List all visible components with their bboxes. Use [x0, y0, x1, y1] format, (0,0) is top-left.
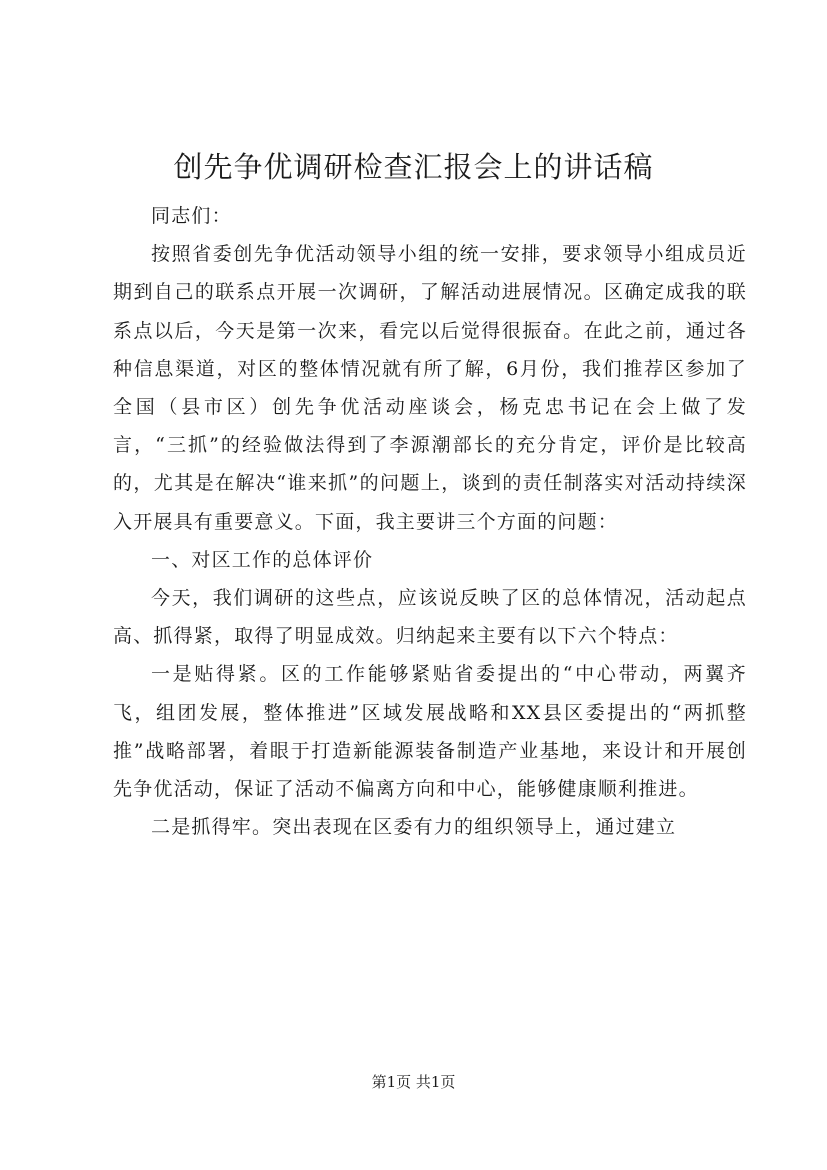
body-paragraph: 按照省委创先争优活动领导小组的统一安排，要求领导小组成员近期到自己的联系点开展一次调研，了解活动进展情况。区确定成我的联系点以后，今天是第一次来，看完以后觉得很振奋。在此之前，通过各种信息渠道，对区的整体情况就有所了解，6月份，我们推荐区参加了全国（县市区）创先争优活动座谈会，杨克忠书记在会上做了发言，“三抓”的经验做法得到了李源潮部长的充分肯定，评价是比较高的，尤其是在解决“谁来抓”的问题上，谈到的责任制落实对活动持续深入开展具有重要意义。下面，我主要讲三个方面的问题： [113, 243, 747, 533]
section-heading: 一、对区工作的总体评价 [151, 548, 374, 571]
salutation-paragraph: 同志们： [151, 205, 232, 227]
body-paragraph: 一是贴得紧。区的工作能够紧贴省委提出的“中心带动，两翼齐飞，组团发展，整体推进”区域发展战略和XX县区委提出的“两抓整推”战略部署，着眼于打造新能源装备制造产业基地，来设计和开展创先争优活动，保证了活动不偏离方向和中心，能够健康顺利推进。 [113, 663, 747, 801]
page-footer: 第1页 共1页 [371, 1073, 456, 1091]
document-body [113, 197, 747, 846]
document-title: 创先争优调研检查汇报会上的讲话稿 [173, 150, 654, 184]
body-paragraph: 二是抓得牢。突出表现在区委有力的组织领导上，通过建立 [151, 816, 677, 839]
body-paragraph: 今天，我们调研的这些点，应该说反映了区的总体情况，活动起点高、抓得紧，取得了明显成效。归纳起来主要有以下六个特点： [113, 587, 747, 648]
